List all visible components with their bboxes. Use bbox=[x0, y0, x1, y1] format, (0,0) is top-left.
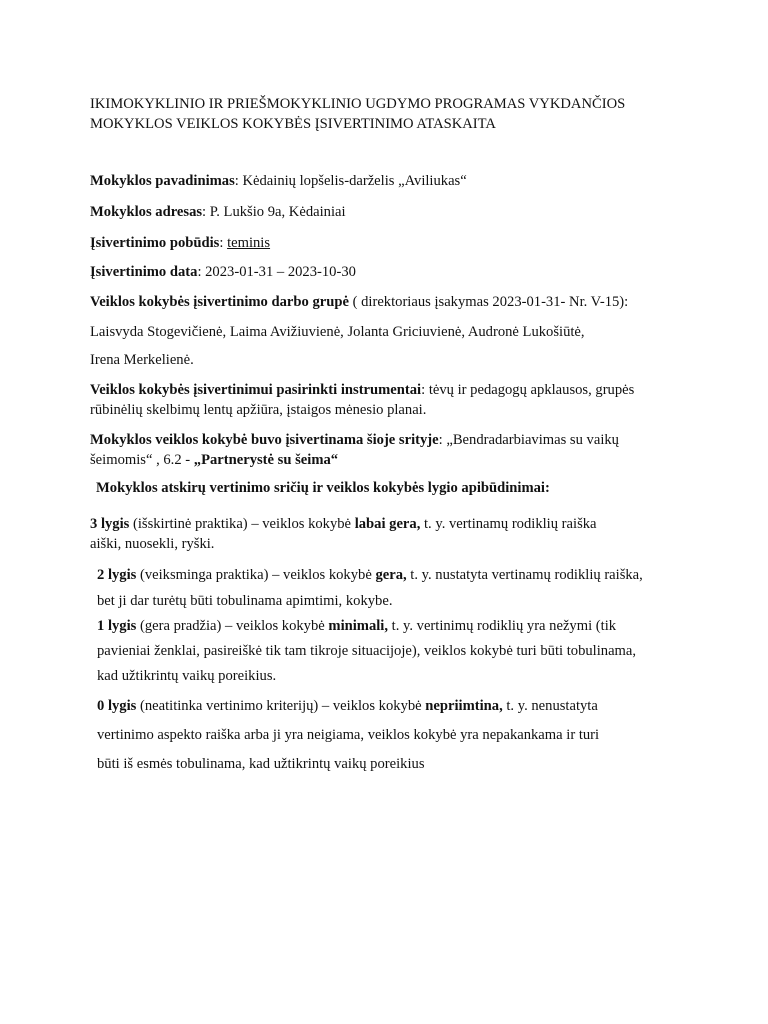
levels-heading bbox=[96, 478, 678, 498]
level-name: 0 lygis bbox=[97, 698, 137, 714]
levels-heading-text: Mokyklos atskirų vertinimo sričių ir veiklos kokybės lygio apibūdinimai: bbox=[96, 480, 550, 496]
field-value: : „Bendradarbiavimas su vaikų bbox=[438, 432, 619, 448]
field-value-cont: šeimomis“ , 6.2 - bbox=[90, 452, 194, 468]
field-value: : P. Lukšio 9a, Kėdainiai bbox=[202, 204, 346, 220]
level-rest: t. y. vertinimų rodiklių yra nežymi (tik bbox=[388, 618, 617, 634]
field-evaluated-area bbox=[90, 430, 672, 470]
field-school-address bbox=[90, 202, 672, 222]
field-evaluation-type bbox=[90, 233, 672, 253]
document-title bbox=[90, 94, 672, 134]
field-school-name bbox=[90, 171, 672, 191]
level-quality: minimali, bbox=[328, 618, 388, 634]
level-rest-cont: pavieniai ženklai, pasireiškė tik tam tikroje situacijoje), veiklos kokybė turi būti tobulinama, bbox=[97, 643, 637, 659]
level-desc: (veiksminga praktika) – veiklos kokybė bbox=[136, 567, 376, 583]
level-desc: (gera pradžia) – veiklos kokybė bbox=[136, 618, 329, 634]
level-name: 3 lygis bbox=[90, 516, 130, 532]
field-value-cont: rūbinėlių skelbimų lentų apžiūra, įstaigos mėnesio planai. bbox=[90, 402, 427, 418]
field-label: Įsivertinimo pobūdis bbox=[90, 235, 220, 251]
level-rest-cont: bet ji dar turėtų būti tobulinama apimtimi, kokybe. bbox=[97, 593, 393, 609]
field-work-group bbox=[90, 292, 672, 312]
field-value: ( direktoriaus įsakymas 2023-01-31- Nr. V-15): bbox=[348, 294, 629, 310]
field-label: Mokyklos pavadinimas bbox=[90, 173, 235, 189]
field-label: Veiklos kokybės įsivertinimo darbo grupė bbox=[90, 294, 349, 310]
title-line-2: MOKYKLOS VEIKLOS KOKYBĖS ĮSIVERTINIMO ATASKAITA bbox=[90, 116, 496, 132]
field-value-bold: „Partnerystė su šeima“ bbox=[193, 452, 339, 468]
level-rest: t. y. vertinamų rodiklių raiška bbox=[420, 516, 597, 532]
field-label: Veiklos kokybės įsivertinimui pasirinkti instrumentai bbox=[90, 382, 422, 398]
group-members-line-2: Irena Merkelienė. bbox=[90, 352, 194, 368]
level-quality: gera, bbox=[375, 567, 407, 583]
level-2 bbox=[97, 562, 672, 614]
level-quality: labai gera, bbox=[354, 516, 421, 532]
field-label: Įsivertinimo data bbox=[90, 264, 198, 280]
level-desc: (neatitinka vertinimo kriterijų) – veiklos kokybė bbox=[136, 698, 426, 714]
level-name: 2 lygis bbox=[97, 567, 137, 583]
level-quality: nepriimtina, bbox=[425, 698, 503, 714]
field-value: teminis bbox=[227, 235, 271, 251]
level-rest-cont: būti iš esmės tobulinama, kad užtikrintų vaikų poreikius bbox=[97, 756, 425, 772]
title-line-1: IKIMOKYKLINIO IR PRIEŠMOKYKLINIO UGDYMO PROGRAMAS VYKDANČIOS bbox=[90, 96, 626, 112]
field-instruments bbox=[90, 380, 672, 420]
level-name: 1 lygis bbox=[97, 618, 137, 634]
field-label: Mokyklos veiklos kokybė buvo įsivertinama šioje srityje bbox=[90, 432, 439, 448]
level-0 bbox=[97, 692, 672, 779]
field-value: : tėvų ir pedagogų apklausos, grupės bbox=[421, 382, 635, 398]
field-value: : Kėdainių lopšelis-darželis „Aviliukas“ bbox=[234, 173, 467, 189]
field-evaluation-date bbox=[90, 262, 672, 282]
level-1 bbox=[97, 614, 672, 689]
field-value: : 2023-01-31 – 2023-10-30 bbox=[197, 264, 356, 280]
field-label: Mokyklos adresas bbox=[90, 204, 203, 220]
field-separator: : bbox=[219, 235, 228, 251]
level-rest: t. y. nustatyta vertinamų rodiklių raiška, bbox=[406, 567, 643, 583]
level-rest-cont: vertinimo aspekto raiška arba ji yra neigiama, veiklos kokybė yra nepakankama ir turi bbox=[97, 727, 600, 743]
level-3 bbox=[90, 514, 672, 554]
level-rest: t. y. nenustatyta bbox=[502, 698, 598, 714]
level-rest-cont: kad užtikrintų vaikų poreikius. bbox=[97, 668, 277, 684]
level-rest-cont: aiški, nuosekli, ryški. bbox=[90, 536, 215, 552]
group-members-line-1: Laisvyda Stogevičienė, Laima Avižiuvienė, Jolanta Griciuvienė, Audronė Lukošiūtė, bbox=[90, 324, 585, 340]
level-desc: (išskirtinė praktika) – veiklos kokybė bbox=[129, 516, 355, 532]
